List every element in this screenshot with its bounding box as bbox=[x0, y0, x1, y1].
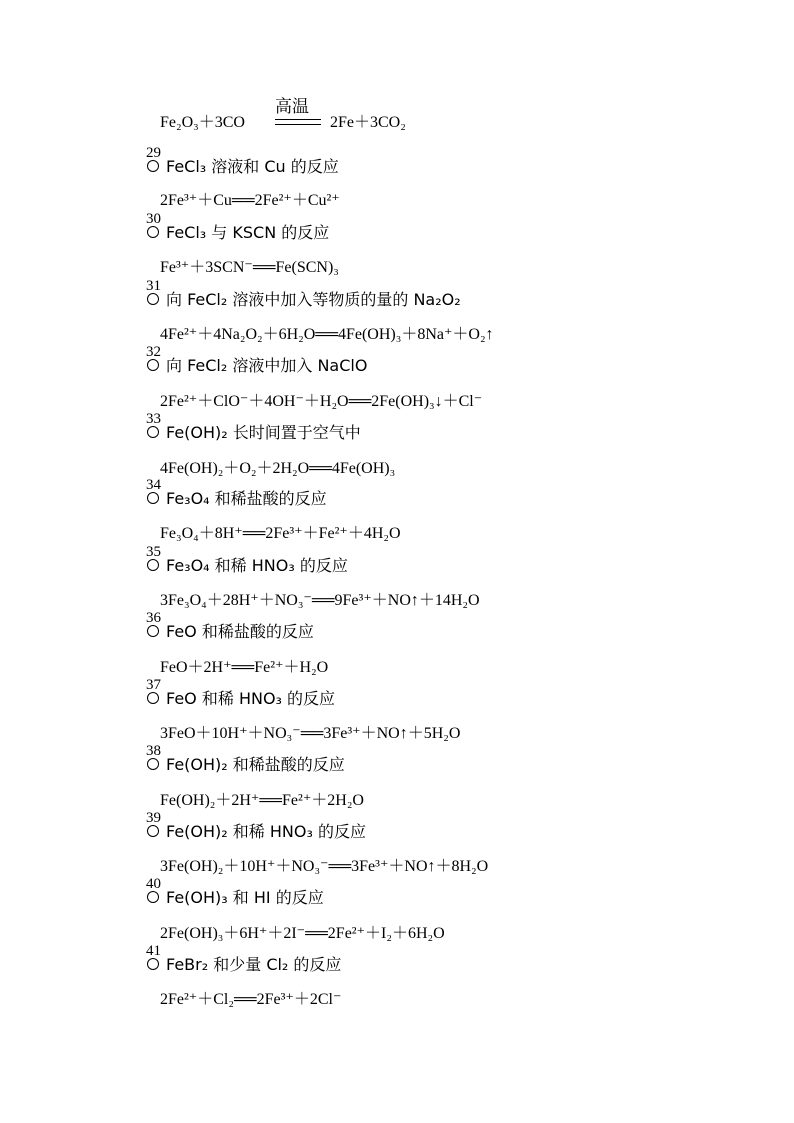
item-number: 40 bbox=[146, 887, 166, 909]
item-header bbox=[146, 278, 461, 311]
item-equation: 2Fe²⁺＋ClO⁻＋4OH⁻＋H₂O══2Fe(OH)₃↓＋Cl⁻ bbox=[160, 393, 483, 410]
item-title: Fe(OH)₂ 和稀盐酸的反应 bbox=[166, 755, 345, 774]
item-number: 36 bbox=[146, 621, 166, 643]
item-header bbox=[146, 477, 327, 510]
item-title: Fe₃O₄ 和稀 HNO₃ 的反应 bbox=[166, 556, 348, 575]
item-header bbox=[146, 544, 348, 577]
item-number: 39 bbox=[146, 821, 166, 843]
item-header bbox=[146, 211, 330, 244]
item-equation: 4Fe²⁺＋4Na₂O₂＋6H₂O══4Fe(OH)₃＋8Na⁺＋O₂↑ bbox=[160, 326, 494, 343]
item-header bbox=[146, 876, 324, 909]
item-title: FeBr₂ 和少量 Cl₂ 的反应 bbox=[166, 955, 342, 974]
item-title: Fe₃O₄ 和稀盐酸的反应 bbox=[166, 489, 327, 508]
item-equation: Fe(OH)₂＋2H⁺══Fe²⁺＋2H₂O bbox=[160, 792, 364, 809]
item-title: 向 FeCl₂ 溶液中加入等物质的量的 Na₂O₂ bbox=[166, 290, 461, 309]
item-title: Fe(OH)₃ 和 HI 的反应 bbox=[166, 888, 324, 907]
item-header bbox=[146, 810, 366, 843]
item-header bbox=[146, 344, 368, 377]
reaction-condition: 高温 bbox=[275, 97, 309, 117]
item-number: 30 bbox=[146, 222, 166, 244]
circle-icon bbox=[147, 625, 159, 637]
item-equation: 2Fe³⁺＋Cu══2Fe²⁺＋Cu²⁺ bbox=[160, 192, 340, 209]
item-title: 向 FeCl₂ 溶液中加入 NaClO bbox=[166, 356, 368, 375]
item-title: FeO 和稀 HNO₃ 的反应 bbox=[166, 689, 336, 708]
item-number: 32 bbox=[146, 355, 166, 377]
item-equation: 2Fe(OH)₃＋6H⁺＋2I⁻══2Fe²⁺＋I₂＋6H₂O bbox=[160, 925, 445, 942]
equation-first-right: 2Fe＋3CO₂ bbox=[330, 114, 406, 131]
item-title: Fe(OH)₂ 长时间置于空气中 bbox=[166, 423, 361, 442]
circle-icon bbox=[147, 958, 159, 970]
equals-double-line bbox=[275, 119, 321, 125]
item-equation: 3FeO＋10H⁺＋NO₃⁻══3Fe³⁺＋NO↑＋5H₂O bbox=[160, 725, 461, 742]
item-equation: Fe³⁺＋3SCN⁻══Fe(SCN)₃ bbox=[160, 259, 339, 276]
circle-icon bbox=[147, 825, 159, 837]
item-equation: 3Fe(OH)₂＋10H⁺＋NO₃⁻══3Fe³⁺＋NO↑＋8H₂O bbox=[160, 858, 489, 875]
item-equation: Fe₃O₄＋8H⁺══2Fe³⁺＋Fe²⁺＋4H₂O bbox=[160, 525, 401, 542]
item-equation: 3Fe₃O₄＋28H⁺＋NO₃⁻══9Fe³⁺＋NO↑＋14H₂O bbox=[160, 592, 480, 609]
item-number: 37 bbox=[146, 688, 166, 710]
item-header bbox=[146, 943, 342, 976]
equation-first-left: Fe₂O₃＋3CO bbox=[160, 114, 245, 131]
item-header bbox=[146, 411, 361, 444]
item-title: Fe(OH)₂ 和稀 HNO₃ 的反应 bbox=[166, 822, 366, 841]
item-equation: FeO＋2H⁺══Fe²⁺＋H₂O bbox=[160, 659, 329, 676]
circle-icon bbox=[147, 293, 159, 305]
circle-icon bbox=[147, 559, 159, 571]
item-number: 33 bbox=[146, 422, 166, 444]
item-number: 35 bbox=[146, 555, 166, 577]
item-title: FeO 和稀盐酸的反应 bbox=[166, 622, 314, 641]
item-header bbox=[146, 677, 336, 710]
item-header bbox=[146, 145, 339, 178]
circle-icon bbox=[147, 692, 159, 704]
circle-icon bbox=[147, 891, 159, 903]
item-header bbox=[146, 743, 345, 776]
item-title: FeCl₃ 溶液和 Cu 的反应 bbox=[166, 157, 339, 176]
item-title: FeCl₃ 与 KSCN 的反应 bbox=[166, 223, 330, 242]
circle-icon bbox=[147, 758, 159, 770]
circle-icon bbox=[147, 426, 159, 438]
circle-icon bbox=[147, 359, 159, 371]
item-header bbox=[146, 610, 314, 643]
item-equation: 2Fe²⁺＋Cl₂══2Fe³⁺＋2Cl⁻ bbox=[160, 991, 342, 1008]
item-number: 31 bbox=[146, 289, 166, 311]
circle-icon bbox=[147, 492, 159, 504]
item-equation: 4Fe(OH)₂＋O₂＋2H₂O══4Fe(OH)₃ bbox=[160, 460, 396, 477]
circle-icon bbox=[147, 160, 159, 172]
item-number: 38 bbox=[146, 754, 166, 776]
item-number: 29 bbox=[146, 156, 166, 178]
item-number: 41 bbox=[146, 954, 166, 976]
item-number: 34 bbox=[146, 488, 166, 510]
circle-icon bbox=[147, 226, 159, 238]
